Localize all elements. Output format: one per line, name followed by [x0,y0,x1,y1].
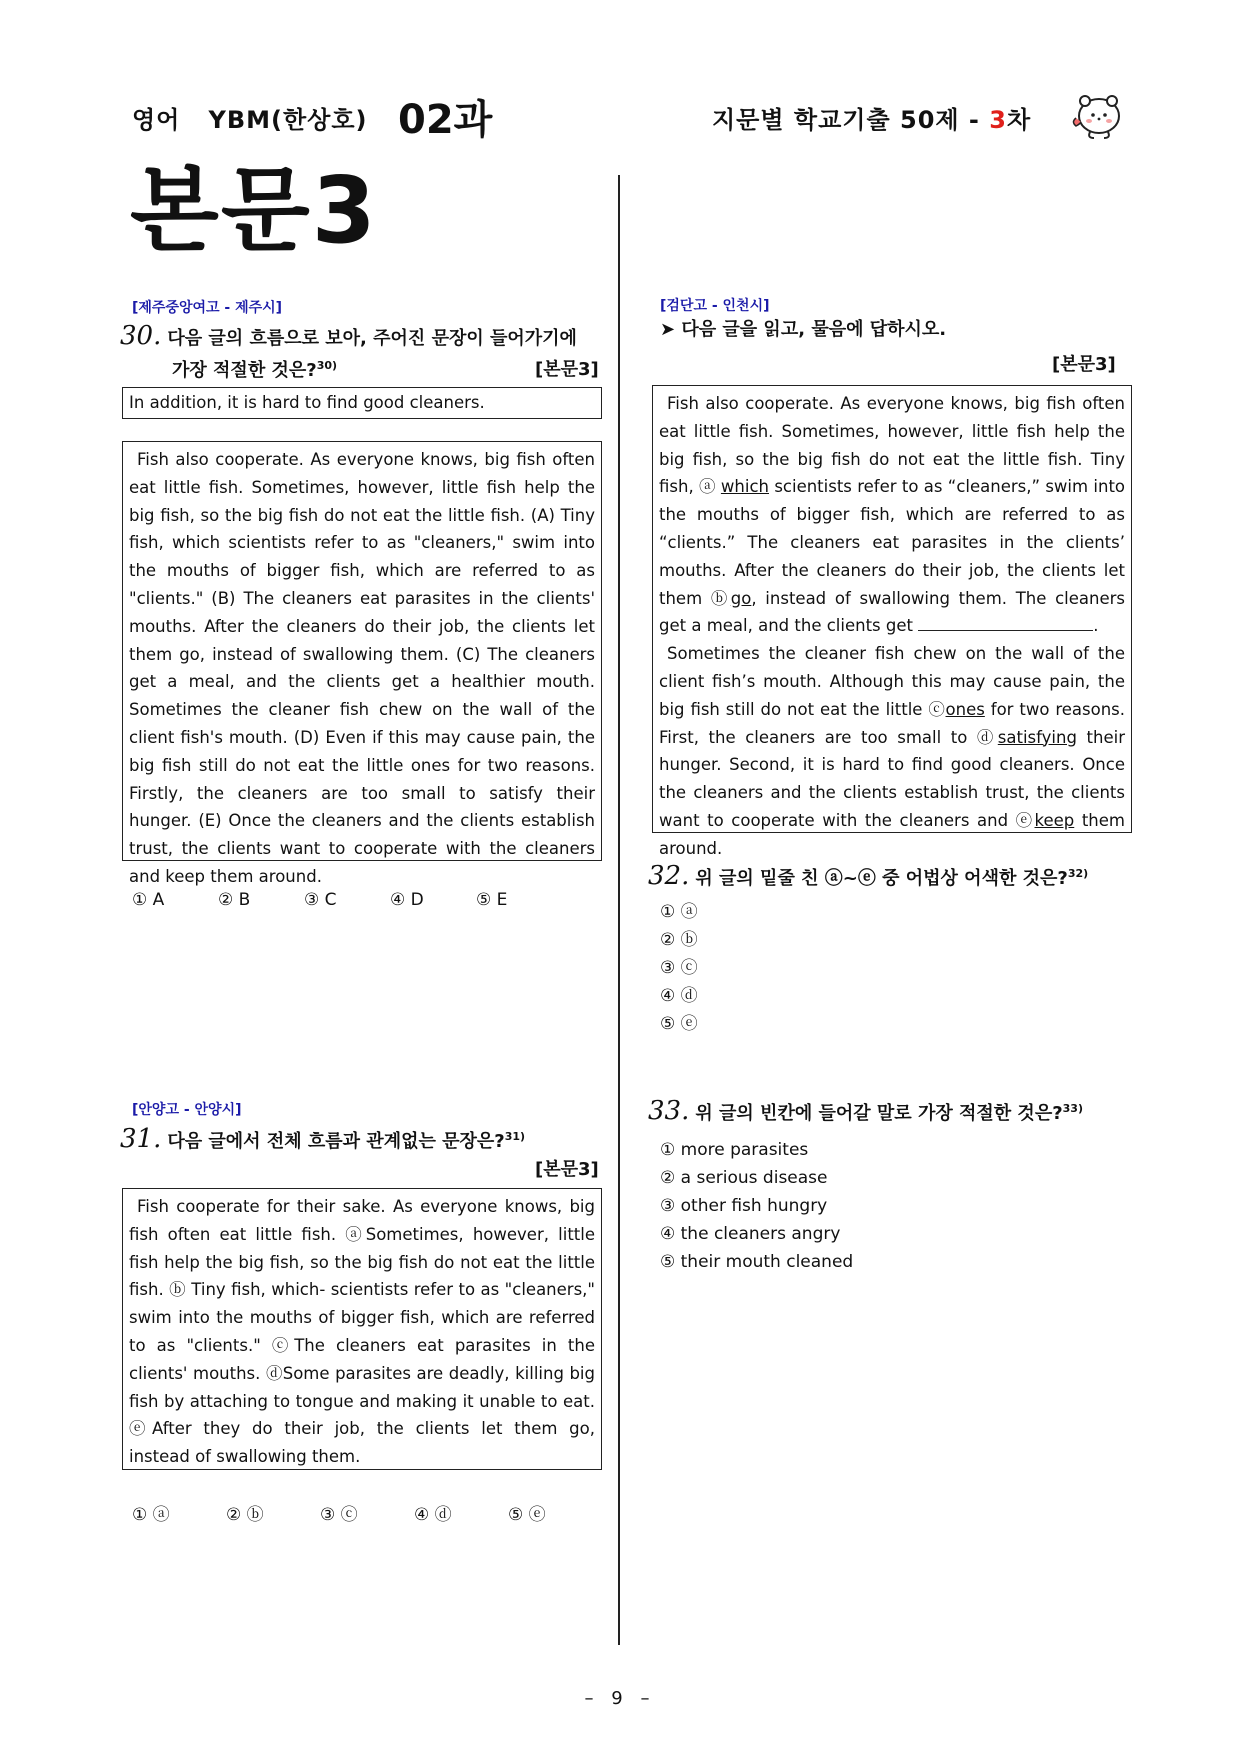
underline-e: keep [1034,810,1075,830]
q30-given-sentence [122,387,602,419]
q32-choice-2[interactable]: ② ⓑ [660,930,698,950]
q30-given-text: In addition, it is hard to find good cleaners. [129,393,485,412]
q31-prompt-line1 [120,1123,525,1156]
q3233-paragraph-1 [659,390,1125,640]
q30-tag: [본문3] [535,359,599,380]
unit-label: 02과 [398,97,493,143]
subject-text: 영어 [132,106,181,134]
q31-passage-text: Fish cooperate for their sake. As everyone knows, big fish often eat little fish. ⓐSometimes, however, little fish help the big fish, so the big fish do not eat the little fish. ⓑ Tiny fish, which- scientists refer to as "cleaners," swim into the mouths of bigger fish, which are referred to as "clients." ⓒThe cleaners eat parasites in the clients' mouths. ⓓSome parasites are deadly, killing big fish by attaching to tongue and making it unable to eat. ⓔAfter they do their job, the clients let them go, instead of swallowing them. [129,1197,595,1467]
page-header [0,88,1240,148]
q30-number: 30. [120,321,162,351]
page-number: – 9 – [584,1688,656,1709]
answer-blank [918,615,1093,631]
q3233-p2-b: for two reasons. First, the cleaners are too small to ⓓ [659,699,1126,747]
q30-line1-text: 다음 글의 흐름으로 보아, 주어진 문장이 들어가기에 [167,328,577,349]
q30-passage-box [122,441,602,886]
column-divider [618,175,620,1645]
q33-choice-4[interactable]: ④ the cleaners angry [660,1224,841,1244]
q33-footnote: 33) [1062,1102,1083,1115]
q33-choice-5[interactable]: ⑤ their mouth cleaned [660,1252,854,1272]
q3233-p2-d: them around. [659,810,1125,858]
q31-footnote: 31) [504,1130,526,1143]
q30-choice-3[interactable]: ③ C [304,890,337,910]
subject-label [132,100,368,135]
bear-mascot-icon [1070,88,1124,142]
q3233-instruction: ➤ 다음 글을 읽고, 물음에 답하시오. [660,319,947,340]
q30-choice-4[interactable]: ④ D [390,890,424,910]
underline-b: go [730,588,752,608]
q31-choice-2[interactable]: ② ⓑ [226,1505,264,1525]
q33-prompt [648,1095,1083,1128]
publisher-text: YBM(한상호) [208,106,368,134]
q33-choices [660,1136,853,1276]
q31-tag: [본문3] [535,1159,599,1180]
q31-choice-4[interactable]: ④ ⓓ [414,1505,452,1525]
q30-source: [제주중앙여고 - 제주시] [132,300,283,316]
q33-choice-1[interactable]: ① more parasites [660,1140,809,1160]
q31-source: [안양고 - 안양시] [132,1102,242,1118]
q31-line1-text: 다음 글에서 전체 흐름과 관계없는 문장은? [167,1131,505,1152]
q3233-p2-a: Sometimes the cleaner fish chew on the wall of the client fish’s mouth. Although this may cause pain, the big fish still do not eat the little ⓒ [659,644,1125,719]
q31-passage-box [122,1188,602,1470]
series-round-number: 3 [989,106,1007,134]
q30-prompt-line2 [172,352,337,385]
q31-choice-1[interactable]: ① ⓐ [132,1505,170,1525]
q32-choice-3[interactable]: ③ ⓒ [660,958,698,978]
q30-footnote: 30) [316,359,338,372]
underline-d: satisfying [997,727,1077,747]
q31-choice-3[interactable]: ③ ⓒ [320,1505,358,1525]
q32-number: 32. [648,861,690,891]
underline-a: which [720,477,769,497]
q3233-p1-end: . [1093,616,1099,636]
q32-choice-1[interactable]: ① ⓐ [660,902,698,922]
q30-prompt-line1 [120,322,577,353]
q33-number: 33. [648,1096,690,1126]
q30-choice-5[interactable]: ⑤ E [476,890,508,910]
q3233-paragraph-2 [659,640,1125,862]
q31-choice-5[interactable]: ⑤ ⓔ [508,1505,546,1525]
q31-number: 31. [120,1124,162,1154]
q32-line1-text: 위 글의 밑줄 친 ⓐ~ⓔ 중 어법상 어색한 것은? [695,868,1068,889]
q3233-tag: [본문3] [1052,354,1116,375]
q3233-p1-c: , instead of swallowing them. The cleaners get a meal, and the clients get [659,588,1125,636]
underline-c: ones [945,699,985,719]
q31-choices [132,1500,602,1525]
q30-line2-text: 가장 적절한 것은? [172,360,317,381]
q32-footnote: 32) [1067,867,1089,880]
q3233-p1-a: Fish also cooperate. As everyone knows, big fish often eat little fish. Sometimes, however, little fish help the big fish, so the big fish do not eat the little fish. Tiny fish, ⓐ [659,394,1125,497]
section-title: 본문3 [130,157,378,264]
q33-choice-2[interactable]: ② a serious disease [660,1168,828,1188]
q32-choices [660,898,698,1038]
series-prefix: 지문별 학교기출 50제 - [712,106,990,134]
q30-passage-text: Fish also cooperate. As everyone knows, big fish often eat little fish. Sometimes, however, little fish help the big fish, so the big fish do not eat the little fish. (A) Tiny fish, which scientists refer to as "cleaners," swim into the mouths of bigger fish, which are referred to as "clients." (B) The cleaners eat parasites in the clients' mouths. After the cleaners do their job, the clients let them go, instead of swallowing them. (C) The cleaners get a meal, and the clients get a healthier mouth. Sometimes the cleaner fish chew on the wall of the client fish's mouth. (D) Even if this may cause pain, the big fish still do not eat the little ones for two reasons. Firstly, the cleaners are too small to satisfy their hunger. (E) Once the cleaners and the clients establish trust, the clients want to cooperate with the cleaners and keep them around. [129,450,595,886]
q3233-passage-box [652,385,1132,858]
q3233-p2-c: their hunger. Second, it is hard to find good cleaners. Once the cleaners and the clients establish trust, the clients want to cooperate with the cleaners and ⓔ [659,727,1125,830]
series-round-suffix: 차 [1006,106,1032,134]
q33-line1-text: 위 글의 빈칸에 들어갈 말로 가장 적절한 것은? [695,1103,1063,1124]
q32-choice-4[interactable]: ④ ⓓ [660,986,698,1006]
q3233-source: [검단고 - 인천시] [660,298,770,314]
q30-choice-1[interactable]: ① A [132,890,165,910]
series-label [712,100,1031,135]
q33-choice-3[interactable]: ③ other fish hungry [660,1196,828,1216]
q3233-p1-b: scientists refer to as “cleaners,” swim into the mouths of bigger fish, which are referred to as “clients.” The cleaners eat parasites in the clients’ mouths. After the cleaners do their job, the clients let them ⓑ [659,477,1126,608]
q30-choice-2[interactable]: ② B [218,890,251,910]
q32-choice-5[interactable]: ⑤ ⓔ [660,1014,698,1034]
q30-choices [132,890,562,910]
q32-prompt [648,860,1088,893]
